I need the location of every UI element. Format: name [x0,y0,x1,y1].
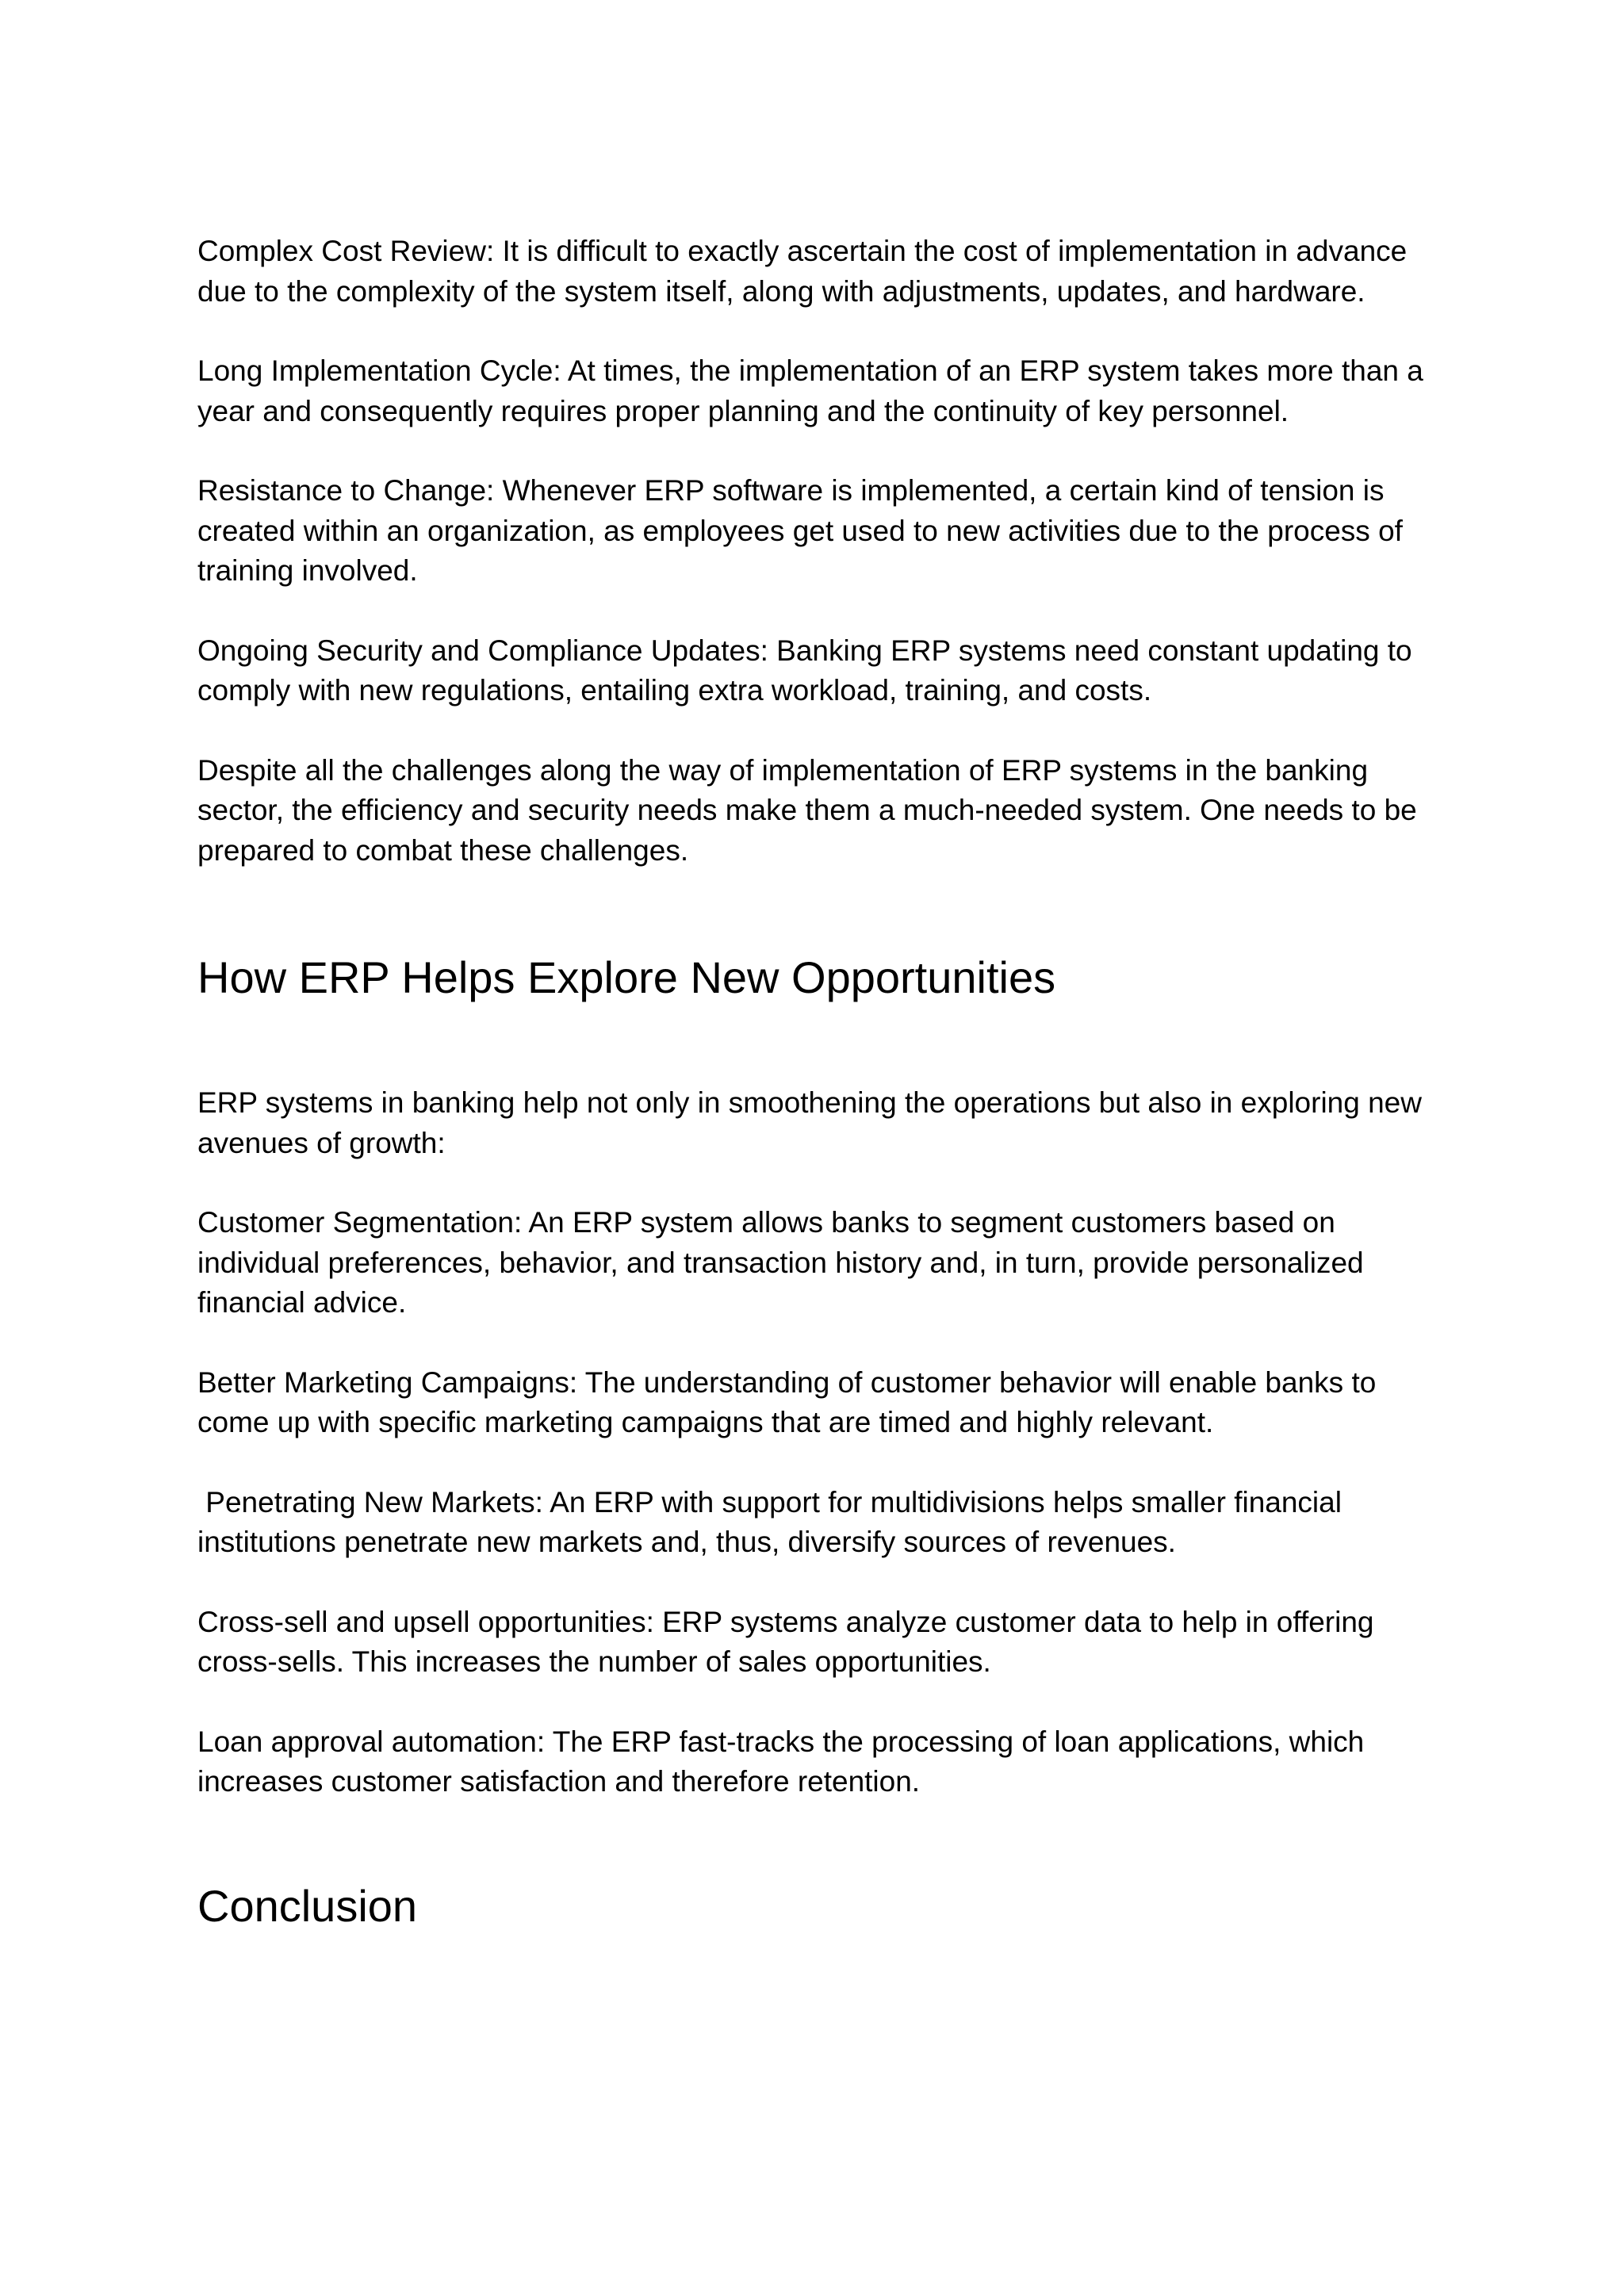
paragraph-opportunities-intro: ERP systems in banking help not only in smoothening the operations but also in exploring new avenues of growth: [197,1086,1431,1159]
paragraph-new-markets: Penetrating New Markets: An ERP with support for multidivisions helps smaller financial institutions penetrate new markets and, thus, diversify sources of revenues. [197,1485,1350,1558]
paragraph-long-implementation-cycle: Long Implementation Cycle: At times, the implementation of an ERP system takes more than a year and consequently requires proper planning and the continuity of key personnel. [197,354,1432,427]
paragraph-security-compliance-updates: Ongoing Security and Compliance Updates: Banking ERP systems need constant updating to comply with new regulations, entailing extra workload, training, and costs. [197,634,1420,707]
paragraph-challenges-summary: Despite all the challenges along the way of implementation of ERP systems in the banking sector, the efficiency and security needs make them a much-needed system. One needs to be prepared to combat these challenges. [197,753,1426,867]
paragraph-complex-cost-review: Complex Cost Review: It is difficult to exactly ascertain the cost of implementation in advance due to the complexity of the system itself, along with adjustments, updates, and hardware. [197,235,1415,308]
paragraph-customer-segmentation: Customer Segmentation: An ERP system allows banks to segment customers based on individual preferences, behavior, and transaction history and, in turn, provide personalized financial advice. [197,1206,1372,1319]
paragraph-resistance-to-change: Resistance to Change: Whenever ERP software is implemented, a certain kind of tension is created within an organization, as employees get used to new activities due to the process of training involved. [197,474,1411,587]
paragraph-cross-sell-upsell: Cross-sell and upsell opportunities: ERP systems analyze customer data to help in offering cross-sells. This increases the number of sales opportunities. [197,1605,1382,1678]
document-body [197,232,1450,1934]
paragraph-loan-approval: Loan approval automation: The ERP fast-tracks the processing of loan applications, which increases customer satisfaction and therefore retention. [197,1725,1373,1798]
paragraph-better-marketing: Better Marketing Campaigns: The understanding of customer behavior will enable banks to come up with specific marketing campaigns that are timed and highly relevant. [197,1365,1385,1438]
section-heading-opportunities: How ERP Helps Explore New Opportunities [197,952,1056,1002]
section-heading-conclusion: Conclusion [197,1880,418,1931]
